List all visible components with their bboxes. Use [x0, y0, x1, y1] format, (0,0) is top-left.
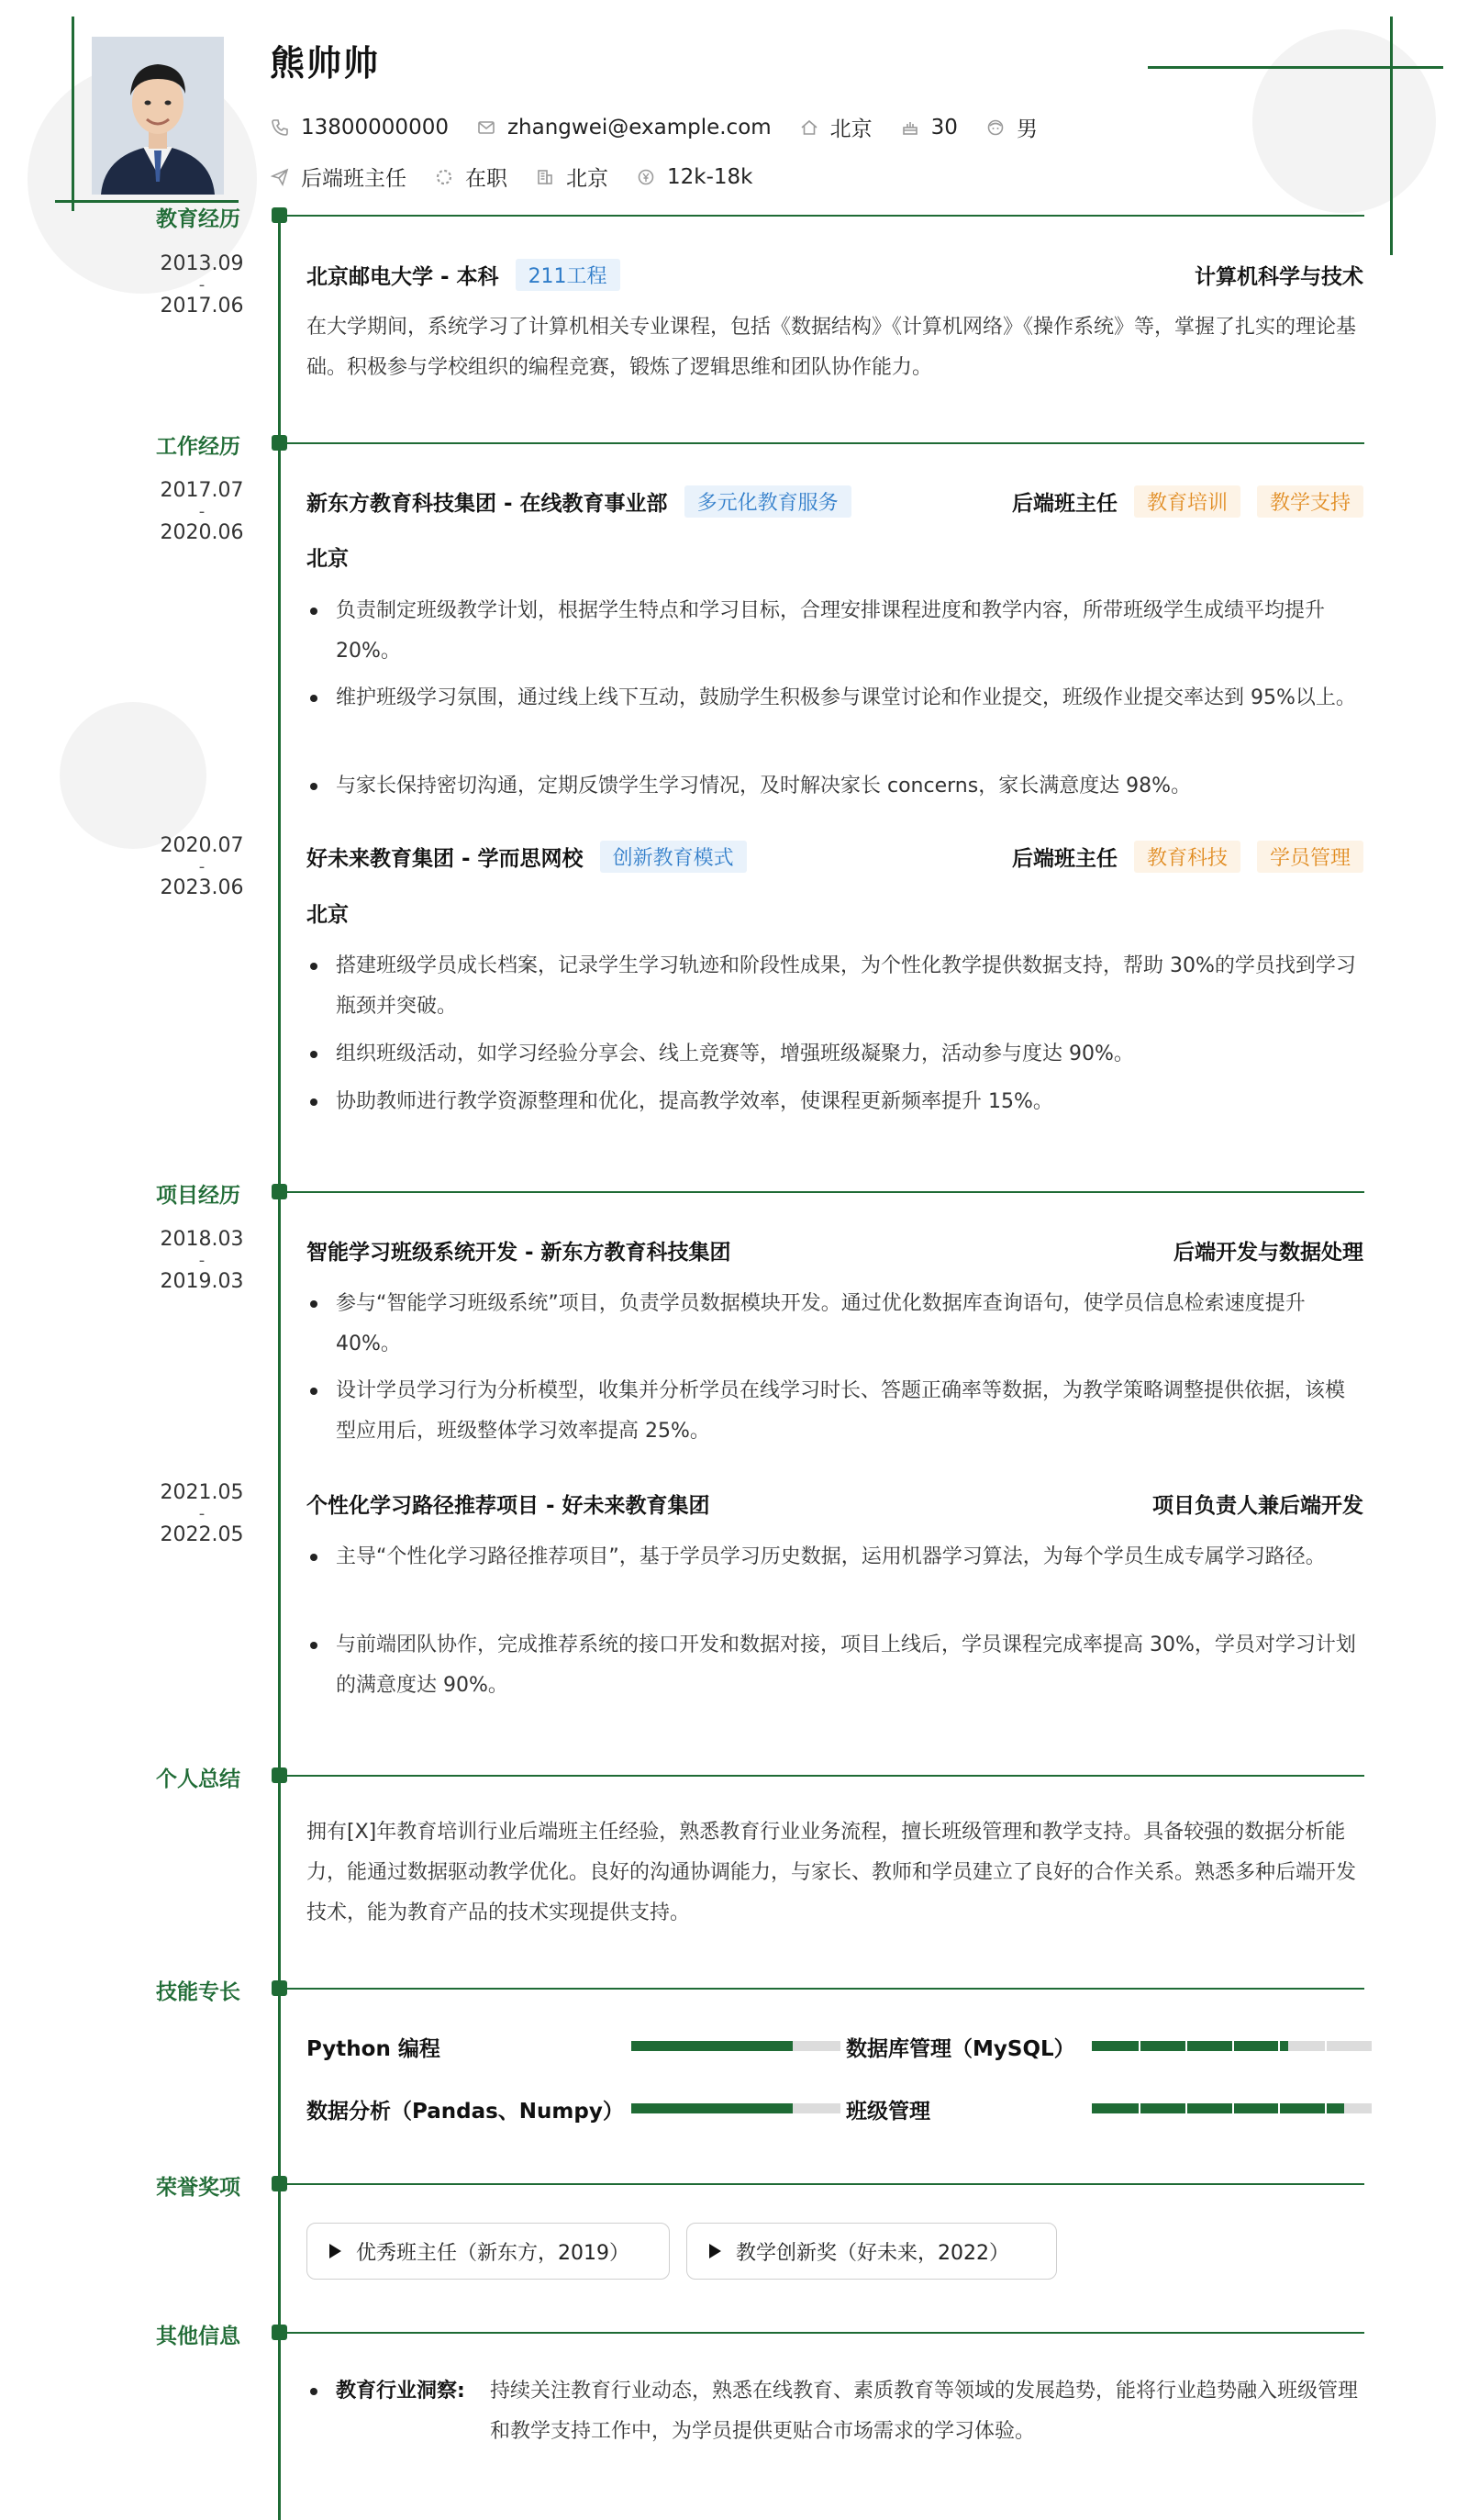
other-info-label: 教育行业洞察: [336, 2380, 465, 2403]
email-text: zhangwei@example.com [506, 115, 772, 139]
gender-text: 男 [1016, 117, 1038, 141]
mail-icon [476, 117, 496, 138]
section-title-work: 工作经历 [156, 435, 240, 459]
date-end: 2020.06 [160, 521, 244, 544]
gender-info [985, 112, 1038, 142]
age-text: 30 [930, 115, 958, 139]
project-title: 个性化学习路径推荐项目 - 好未来教育集团 [306, 1494, 710, 1518]
date-start: 2013.09 [160, 252, 244, 275]
date-range: 2018.03 - 2019.03 [160, 1228, 244, 1293]
decor-line [72, 17, 74, 211]
role-tag: 教育培训 [1134, 485, 1240, 518]
location-info [799, 112, 873, 142]
skill-bar-segment [1185, 2103, 1187, 2113]
role-tag: 教学支持 [1257, 485, 1363, 518]
company-name: 新东方教育科技集团 - 在线教育事业部 [306, 492, 668, 516]
decor-circle [60, 702, 206, 849]
money-icon [636, 167, 656, 187]
project-entry-header [306, 1489, 1363, 1519]
skill-name: 班级管理 [846, 2100, 930, 2124]
skill-bar-segment [1185, 2041, 1187, 2051]
project-bullet: 设计学员学习行为分析模型，收集并分析学员在线学习时长、答题正确率等数据，为教学策略调整提供依据，该模型应用后，班级整体学习效率提高 25%。 [306, 1371, 1363, 1452]
section-divider [279, 1988, 1364, 1990]
section-title-honors: 荣誉奖项 [156, 2176, 240, 2200]
date-range: 2020.07 - 2023.06 [160, 834, 244, 899]
date-end: 2023.06 [160, 876, 244, 899]
skill-name: 数据库管理（MySQL） [846, 2037, 1075, 2061]
skill-bar-fill [631, 2103, 793, 2113]
company-name: 好未来教育集团 - 学而思网校 [306, 847, 584, 871]
date-end: 2022.05 [160, 1523, 244, 1546]
section-title-summary: 个人总结 [156, 1767, 240, 1791]
work-entry-header [306, 841, 1363, 873]
send-icon [270, 167, 290, 187]
decor-line [1390, 17, 1393, 255]
honor-text: 教学创新奖（好未来，2022） [736, 2241, 1009, 2265]
date-end: 2019.03 [160, 1270, 244, 1293]
work-bullet: 负责制定班级教学计划，根据学生特点和学习目标，合理安排课程进度和教学内容，所带班级学生成绩平均提升 20%。 [306, 591, 1363, 672]
section-divider [279, 2332, 1364, 2334]
skill-bar-segment [1232, 2041, 1234, 2051]
decor-line [1148, 66, 1443, 69]
other-info-text: 持续关注教育行业动态，熟悉在线教育、素质教育等领域的发展趋势，能将行业趋势融入班级管理和教学支持工作中，为学员提供更贴合市场需求的学习体验。 [490, 2380, 1359, 2443]
skill-bar-fill [1092, 2103, 1344, 2113]
section-title-education: 教育经历 [156, 207, 240, 231]
summary-text: 拥有[X]年教育培训行业后端班主任经验，熟悉教育行业业务流程，擅长班级管理和教学支持。具备较强的数据分析能力，能通过数据驱动教学优化。良好的沟通协调能力，与家长、教师和学员建立了良好的合作关系。熟悉多种后端开发技术，能为教育产品的技术实现提供支持。 [306, 1821, 1357, 1924]
date-range: 2021.05 - 2022.05 [160, 1481, 244, 1546]
play-icon [329, 2244, 341, 2258]
project-bullet: 主导“个性化学习路径推荐项目”，基于学员学习历史数据，运用机器学习算法，为每个学员生成专属学习路径。 [306, 1537, 1363, 1578]
section-divider [279, 442, 1364, 444]
work-bullet: 维护班级学习氛围，通过线上线下互动，鼓励学生积极参与课堂讨论和作业提交，班级作业提交率达到 95%以上。 [306, 678, 1363, 719]
target-city-info [535, 162, 608, 192]
role-tag: 教育科技 [1134, 841, 1240, 873]
education-description: 在大学期间，系统学习了计算机相关专业课程，包括《数据结构》《计算机网络》《操作系统》等，掌握了扎实的理论基础。积极参与学校组织的编程竞赛，锻炼了逻辑思维和团队协作能力。 [306, 316, 1357, 379]
work-entry-header [306, 485, 1363, 518]
work-bullet: 搭建班级学员成长档案，记录学生学习轨迹和阶段性成果，为个性化教学提供数据支持，帮助 30%的学员找到学习瓶颈并突破。 [306, 946, 1363, 1027]
skill-bar-segment [1139, 2103, 1140, 2113]
date-end: 2017.06 [160, 295, 244, 318]
section-title-skills: 技能专长 [156, 1980, 240, 2004]
school-tag: 211工程 [516, 259, 620, 291]
location-text: 北京 [829, 117, 873, 141]
skill-bar [631, 2103, 840, 2113]
skill-bar-segment [1325, 2041, 1327, 2051]
section-divider [279, 2183, 1364, 2185]
work-bullet: 与家长保持密切沟通，定期反馈学生学习情况，及时解决家长 concerns，家长满意度达 98%。 [306, 766, 1363, 807]
job-intent-row [270, 162, 780, 192]
project-bullet: 参与“智能学习班级系统”项目，负责学员数据模块开发。通过优化数据库查询语句，使学员信息检索速度提升 40%。 [306, 1284, 1363, 1365]
date-range: 2017.07 - 2020.06 [160, 479, 244, 544]
skill-bar [1092, 2041, 1372, 2051]
status-info [434, 162, 507, 192]
honor-text: 优秀班主任（新东方，2019） [356, 2241, 629, 2265]
skill-name: 数据分析（Pandas、Numpy） [306, 2100, 624, 2124]
skill-bar-fill [631, 2041, 793, 2051]
date-start: 2020.07 [160, 834, 244, 857]
phone-info [270, 116, 449, 139]
building-icon [535, 167, 555, 187]
company-tag: 创新教育模式 [600, 841, 747, 873]
candidate-name: 熊帅帅 [270, 43, 381, 84]
status-icon [434, 167, 454, 187]
date-start: 2017.07 [160, 479, 244, 502]
major: 计算机科学与技术 [1195, 265, 1363, 289]
skill-name: Python 编程 [306, 2037, 440, 2061]
section-divider [279, 1775, 1364, 1777]
honor-badge [686, 2223, 1057, 2280]
skill-bar [631, 2041, 840, 2051]
section-divider [279, 215, 1364, 217]
age-info [900, 116, 958, 139]
honor-badge [306, 2223, 670, 2280]
email-info [476, 116, 772, 139]
date-start: 2018.03 [160, 1228, 244, 1251]
skill-bar-segment [1139, 2041, 1140, 2051]
skill-bar [1092, 2103, 1372, 2113]
date-start: 2021.05 [160, 1481, 244, 1504]
work-city: 北京 [306, 903, 349, 927]
cake-icon [900, 117, 920, 138]
skill-bar-fill [1092, 2041, 1288, 2051]
avatar [92, 37, 224, 195]
gender-icon [985, 117, 1006, 138]
target-position-text: 后端班主任 [301, 167, 406, 191]
job-role: 后端班主任 [1011, 847, 1118, 871]
project-entry-header [306, 1235, 1363, 1266]
status-text: 在职 [465, 167, 507, 191]
target-city-text: 北京 [566, 167, 608, 191]
project-role: 项目负责人兼后端开发 [1152, 1494, 1363, 1518]
salary-text: 12k-18k [667, 164, 753, 189]
salary-info [636, 165, 752, 189]
job-role: 后端班主任 [1011, 492, 1118, 516]
play-icon [709, 2244, 721, 2258]
role-tag: 学员管理 [1257, 841, 1363, 873]
company-tag: 多元化教育服务 [684, 485, 851, 518]
home-icon [799, 117, 819, 138]
project-title: 智能学习班级系统开发 - 新东方教育科技集团 [306, 1241, 731, 1265]
project-bullet: 与前端团队协作，完成推荐系统的接口开发和数据对接，项目上线后，学员课程完成率提高 30%，学员对学习计划的满意度达 90%。 [306, 1625, 1363, 1706]
skill-bar-segment [1232, 2103, 1234, 2113]
project-role: 后端开发与数据处理 [1173, 1241, 1363, 1265]
work-city: 北京 [306, 547, 349, 571]
phone-text: 13800000000 [301, 115, 449, 139]
contact-row [270, 112, 1065, 142]
work-bullet: 组织班级活动，如学习经验分享会、线上竞赛等，增强班级凝聚力，活动参与度达 90%。 [306, 1034, 1363, 1075]
section-title-projects: 项目经历 [156, 1184, 240, 1208]
date-range: 2013.09 - 2017.06 [160, 252, 244, 318]
work-bullet: 协助教师进行教学资源整理和优化，提高教学效率，使课程更新频率提升 15%。 [306, 1082, 1363, 1122]
timeline-line [278, 211, 281, 2520]
bullet-dot [310, 2388, 317, 2395]
phone-icon [270, 117, 290, 138]
section-divider [279, 1191, 1364, 1193]
skill-bar-segment [1278, 2041, 1280, 2051]
skill-bar-segment [1278, 2103, 1280, 2113]
target-position-info [270, 162, 406, 192]
skill-bar-segment [1325, 2103, 1327, 2113]
section-title-other: 其他信息 [156, 2325, 240, 2348]
education-entry-header [306, 259, 1363, 291]
school-name: 北京邮电大学 - 本科 [306, 265, 499, 289]
decor-circle [1252, 29, 1436, 213]
